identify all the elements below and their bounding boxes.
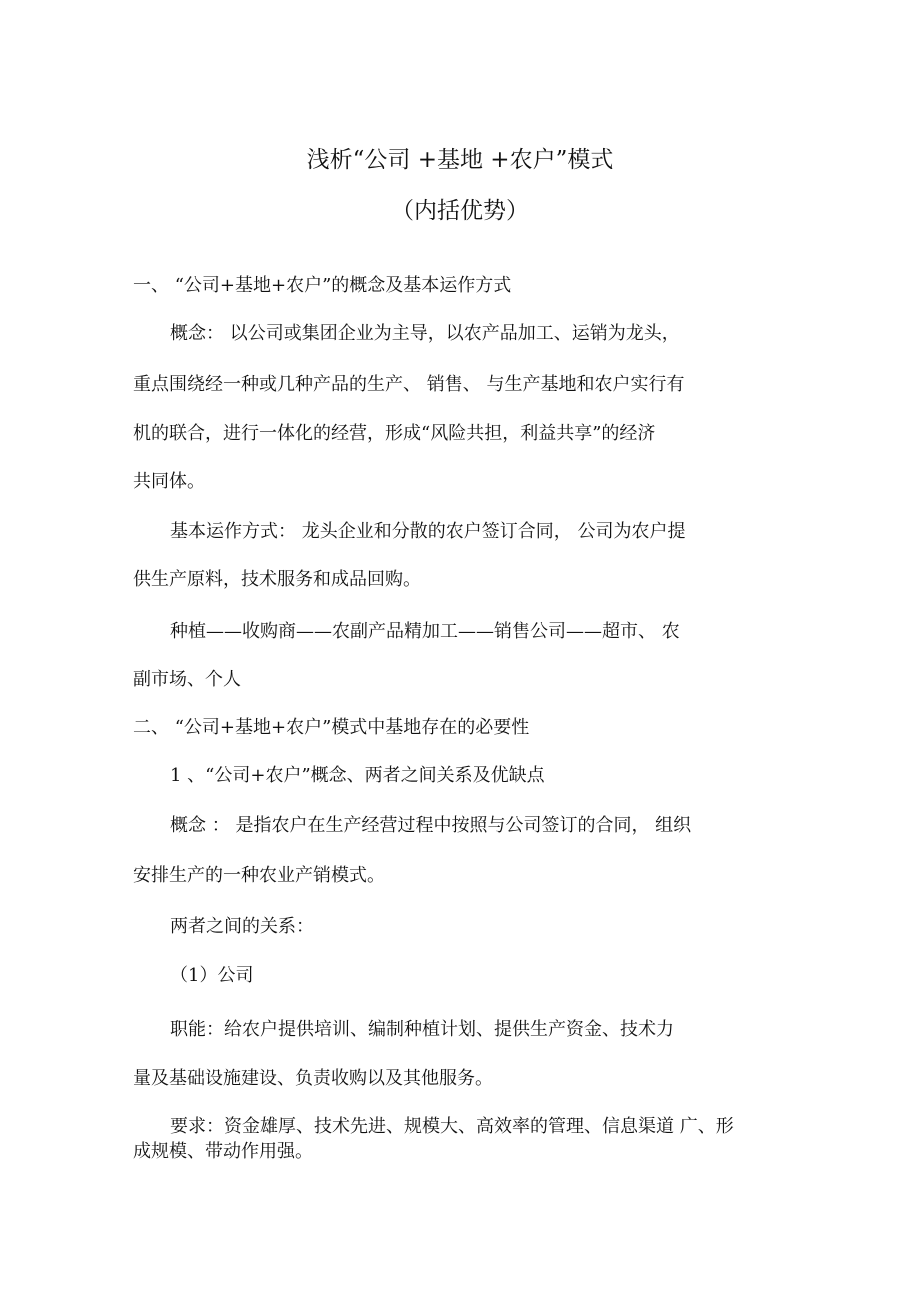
paragraph-line: 概念： 以公司或集团企业为主导，以农产品加工、运销为龙头， [170,323,680,344]
paragraph-line: 重点围绕经一种或几种产品的生产、 销售、 与生产基地和农户实行有 [133,374,685,395]
subsection-heading: 1 、“公司+农户”概念、两者之间关系及优缺点 [170,765,545,786]
document-title: 浅析“公司 +基地 +农户”模式 [306,147,614,173]
paragraph-line: 共同体。 [133,471,205,492]
paragraph-line: 概念 ： 是指农户在生产经营过程中按照与公司签订的合同， 组织 [170,815,692,836]
document-subtitle: （内括优势） [391,198,529,224]
paragraph-line: 副市场、个人 [133,669,241,690]
paragraph-line: 要求：资金雄厚、技术先进、规模大、高效率的管理、信息渠道 广、形 [170,1116,734,1137]
paragraph-line: 基本运作方式： 龙头企业和分散的农户签订合同， 公司为农户提 [170,521,686,542]
paragraph-line: （1）公司 [170,965,254,986]
paragraph-line: 供生产原料，技术服务和成品回购。 [133,569,421,590]
paragraph-line: 两者之间的关系： [170,916,314,937]
paragraph-line: 安排生产的一种农业产销模式。 [133,865,385,886]
section-heading-1: 一、 “公司+基地+农户”的概念及基本运作方式 [133,275,512,296]
section-heading-2: 二、 “公司+基地+农户”模式中基地存在的必要性 [133,717,530,738]
paragraph-line: 机的联合，进行一体化的经营，形成“风险共担，利益共享”的经济 [133,423,656,444]
paragraph-line: 职能：给农户提供培训、编制种植计划、提供生产资金、技术力 [170,1019,674,1040]
paragraph-line: 量及基础设施建设、负责收购以及其他服务。 [133,1068,493,1089]
paragraph-line: 成规模、带动作用强。 [133,1141,313,1162]
paragraph-line: 种植——收购商——农副产品精加工——销售公司——超市、 农 [170,621,680,642]
